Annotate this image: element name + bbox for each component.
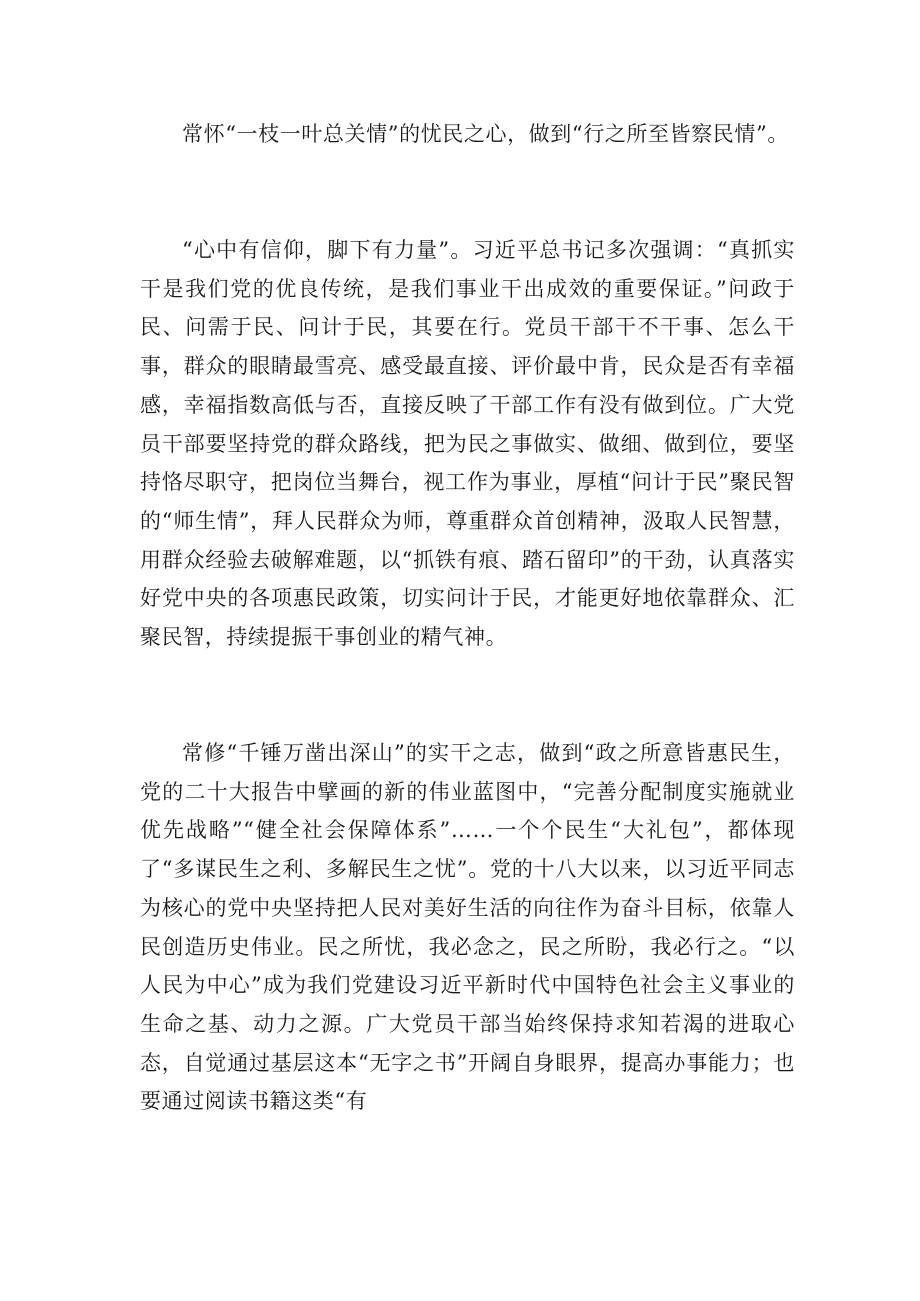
paragraph-3: 常修“千锤万凿出深山”的实干之志，做到“政之所意皆惠民生，党的二十大报告中擘画的新的伟业蓝图中，“完善分配制度实施就业优先战略”“健全社会保障体系”……一个个民生“大礼包”，都体现了“多谋民生之利、多解民生之忧”。党的十八大以来，以习近平同志为核心的党中央坚持把人民对美好生活的向往作为奋斗目标，依靠人民创造历史伟业。民之所忧，我必念之，民之所盼，我必行之。“以人民为中心”成为我们党建设习近平新时代中国特色社会主义事业的生命之基、动力之源。广大党员干部当始终保持求知若渴的进取心态，自觉通过基层这本“无字之书”开阔自身眼界，提高办事能力；也要通过阅读书籍这类“有: [140, 741, 795, 1114]
paragraph-1: 常怀“一枝一叶总关情”的忧民之心，做到“行之所至皆察民情”。: [182, 122, 789, 146]
paragraph-2: “心中有信仰，脚下有力量”。习近平总书记多次强调：“真抓实干是我们党的优良传统，是我们事业干出成效的重要保证。”问政于民、问需于民、问计于民，其要在行。党员干部干不干事、怎么干事，群众的眼睛最雪亮、感受最直接、评价最中肯，民众是否有幸福感，幸福指数高低与否，直接反映了干部工作有没有做到位。广大党员干部要坚持党的群众路线，把为民之事做实、做细、做到位，要坚持恪尽职守，把岗位当舞台，视工作为事业，厚植“问计于民”聚民智的“师生情”，拜人民群众为师，尊重群众首创精神，汲取人民智慧，用群众经验去破解难题，以“抓铁有痕、踏石留印”的干劲，认真落实好党中央的各项惠民政策，切实问计于民，才能更好地依靠群众、汇聚民智，持续提振干事创业的精气神。: [140, 238, 795, 650]
